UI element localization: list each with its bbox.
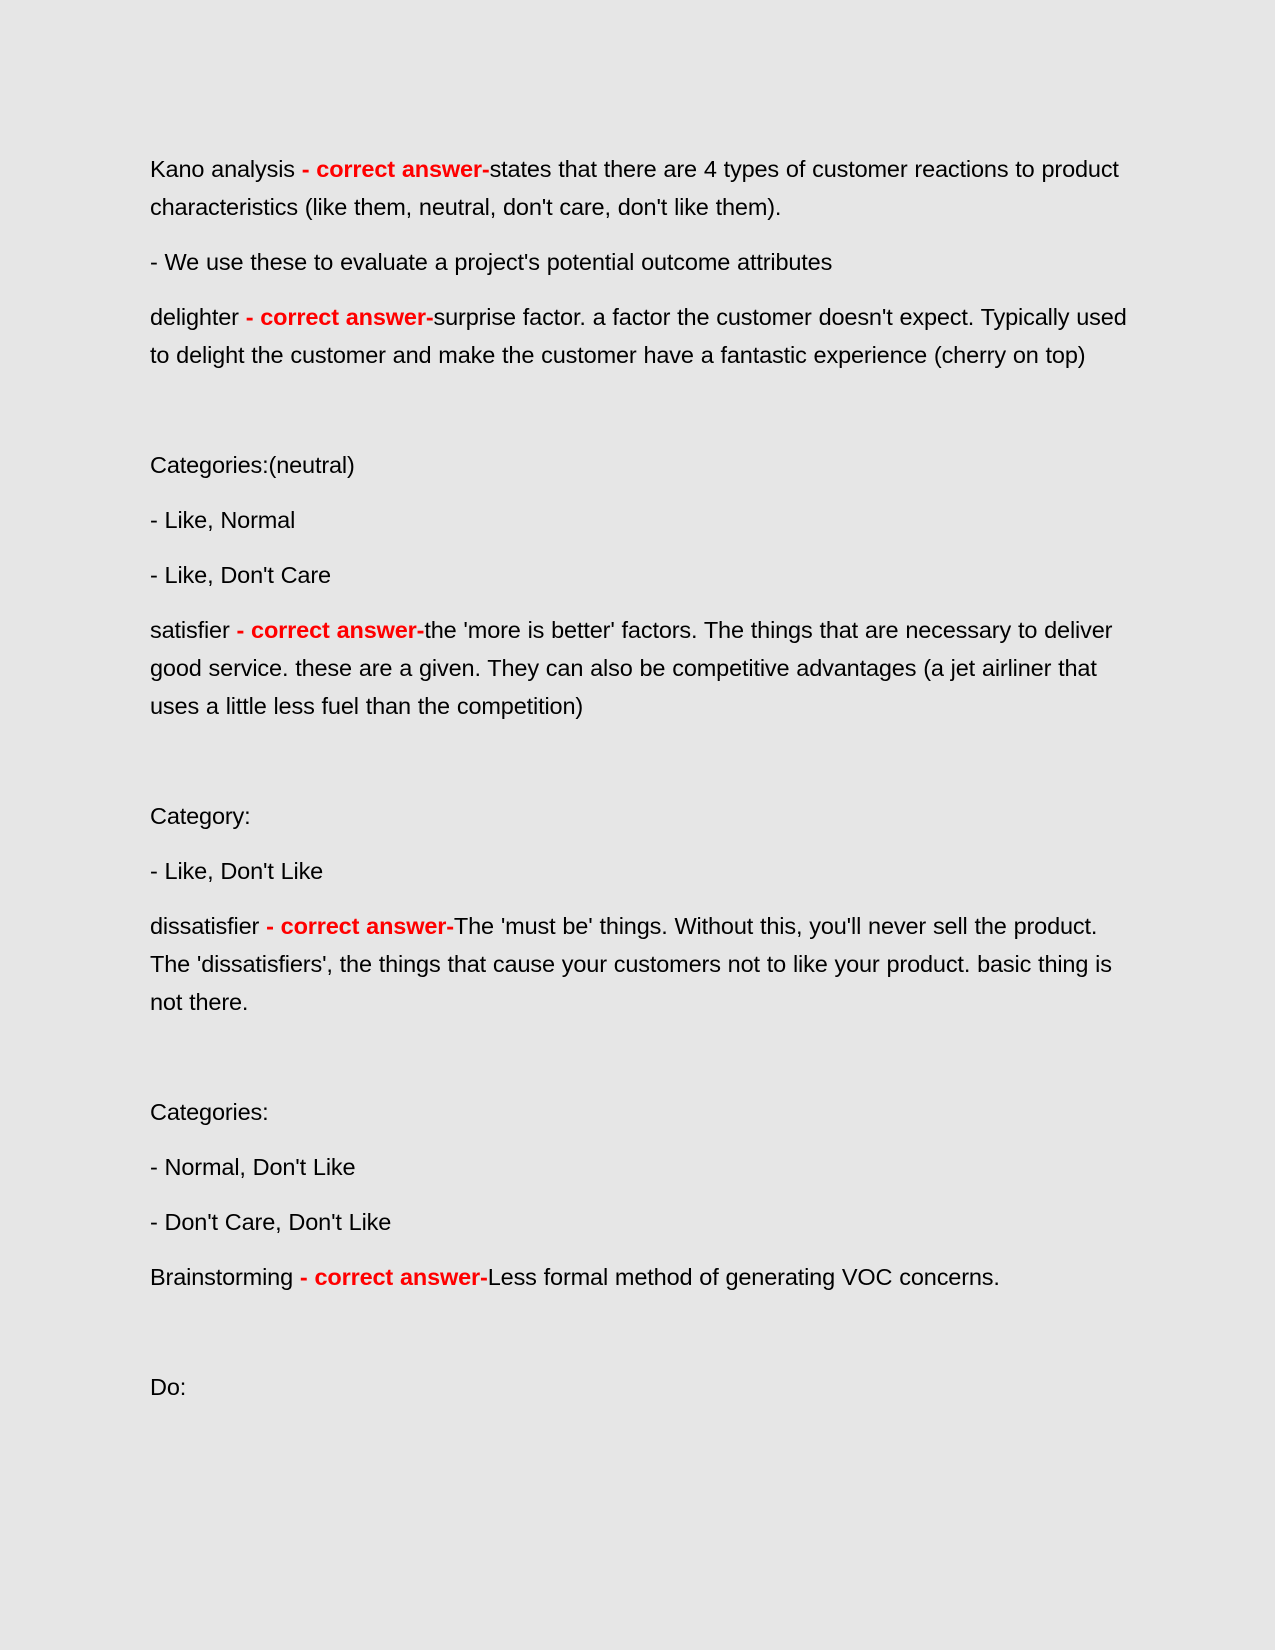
blank-line xyxy=(150,1038,1130,1076)
definition-text: The 'must be' things. Without this, you'll never sell the product. The 'dissatisfiers', the things that cause your customers not to like your product. basic thing is not there. xyxy=(150,913,1112,1015)
category-heading: Category: xyxy=(150,803,251,829)
category-item: - Don't Care, Don't Like xyxy=(150,1209,392,1235)
entry-brainstorming xyxy=(150,1258,1130,1296)
category-item: - Like, Don't Like xyxy=(150,858,324,884)
do-heading: Do: xyxy=(150,1374,187,1400)
correct-answer-marker: - correct answer- xyxy=(301,156,490,182)
correct-answer-marker: - correct answer- xyxy=(299,1264,488,1290)
categories-heading: Categories:(neutral) xyxy=(150,452,355,478)
term-label: satisfier xyxy=(150,617,237,643)
kano-note: - We use these to evaluate a project's potential outcome attributes xyxy=(150,249,833,275)
category-item: - Like, Normal xyxy=(150,507,296,533)
entry-delighter xyxy=(150,298,1130,374)
blank-line xyxy=(150,391,1130,429)
definition-text: states that there are 4 types of customer reactions to product characteristics (like them, neutral, don't care, don't like them). xyxy=(150,156,1119,220)
category-item: - Normal, Don't Like xyxy=(150,1154,356,1180)
categories-heading: Categories: xyxy=(150,1099,269,1125)
term-label: dissatisfier xyxy=(150,913,267,939)
definition-text: Less formal method of generating VOC concerns. xyxy=(487,1264,1000,1290)
category-item: - Like, Don't Care xyxy=(150,562,331,588)
term-label: delighter xyxy=(150,304,246,330)
entry-satisfier xyxy=(150,611,1130,725)
blank-line xyxy=(150,742,1130,780)
definition-text: surprise factor. a factor the customer doesn't expect. Typically used to delight the customer and make the customer have a fantastic experience (cherry on top) xyxy=(150,304,1127,368)
term-label: Brainstorming xyxy=(150,1264,300,1290)
blank-line xyxy=(150,1313,1130,1351)
correct-answer-marker: - correct answer- xyxy=(245,304,434,330)
entry-dissatisfier xyxy=(150,907,1130,1021)
correct-answer-marker: - correct answer- xyxy=(266,913,454,939)
entry-kano-analysis xyxy=(150,150,1130,226)
term-label: Kano analysis xyxy=(150,156,302,182)
document-page xyxy=(150,150,1130,1423)
correct-answer-marker: - correct answer- xyxy=(236,617,425,643)
definition-text: the 'more is better' factors. The things that are necessary to deliver good service. these are a given. They can also be competitive advantages (a jet airliner that uses a little less fuel than the competition) xyxy=(150,617,1113,719)
